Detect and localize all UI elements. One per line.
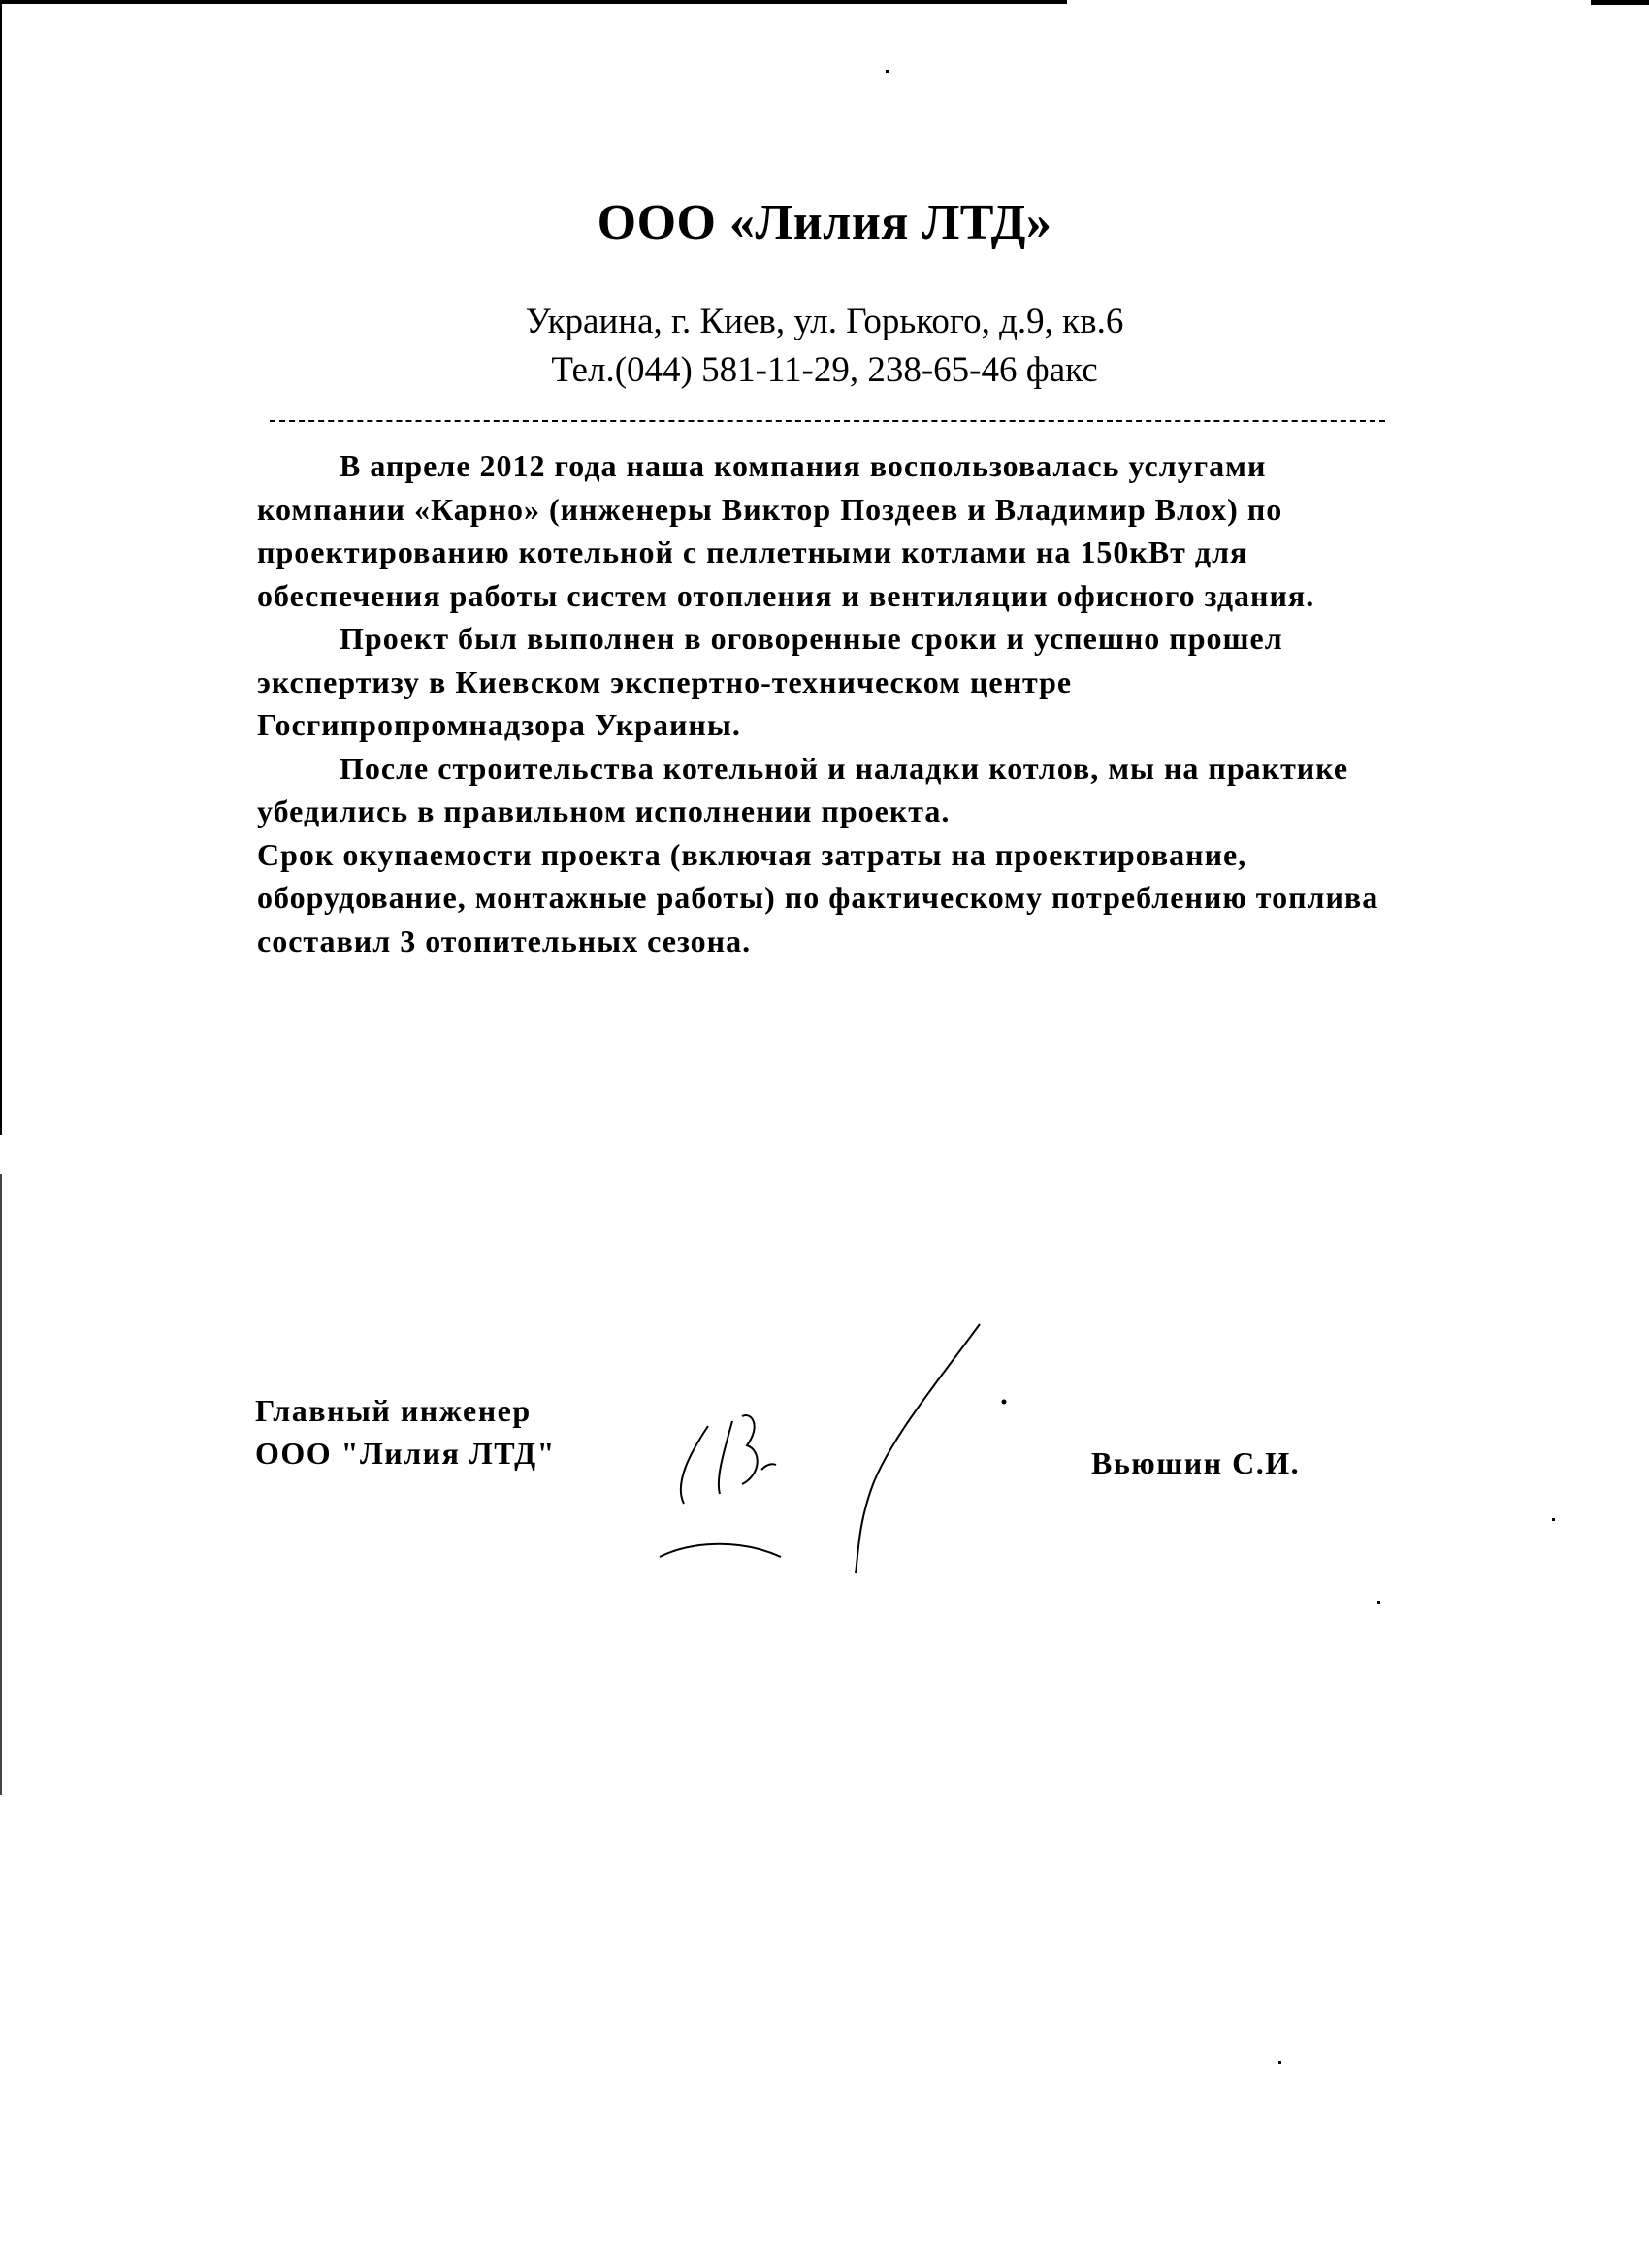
paragraph: Срок окупаемости проекта (включая затраты на проектирование, оборудование, монтажные работы) по фактическому потреблению топлива составил 3 отопительных сезона. <box>257 836 1379 958</box>
scan-edge-left-lower <box>0 1174 2 1795</box>
paragraph: В апреле 2012 года наша компания воспользовалась услугами компании «Карно» (инженеры Виктор Поздеев и Владимир Влох) по проектированию котельной с пеллетными котлами на 150кВт для обеспечения работы систем отопления и вентиляции офисного здания. <box>257 448 1315 613</box>
org-phones: Тел.(044) 581-11-29, 238-65-46 факс <box>551 350 1098 390</box>
scan-edge-top <box>0 0 1067 4</box>
paragraph: Проект был выполнен в оговоренные сроки и успешно прошел экспертизу в Киевском экспертно-техническом центре Госгипропромнадзора Украины. <box>257 621 1283 742</box>
scan-speck <box>1278 2061 1281 2064</box>
signer-position <box>255 1389 556 1474</box>
scan-speck <box>1377 1601 1380 1604</box>
org-address: Украина, г. Киев, ул. Горького, д.9, кв.6 <box>525 302 1124 341</box>
handwritten-signature <box>630 1319 1038 1581</box>
dashed-divider <box>270 420 1385 422</box>
scan-speck <box>886 70 889 73</box>
position-title: Главный инженер <box>255 1393 532 1428</box>
scan-edge-top-right <box>1591 0 1649 5</box>
org-name: ООО «Лилия ЛТД» <box>597 195 1052 250</box>
scan-edge-left <box>0 0 2 1135</box>
paragraph: После строительства котельной и наладки котлов, мы на практике убедились в правильном исполнении проекта. <box>257 750 1349 828</box>
scan-speck <box>1552 1518 1555 1521</box>
position-company: ООО "Лилия ЛТД" <box>255 1436 556 1471</box>
signer-name: Вьюшин С.И. <box>1091 1445 1301 1480</box>
letter-body <box>257 444 1402 962</box>
